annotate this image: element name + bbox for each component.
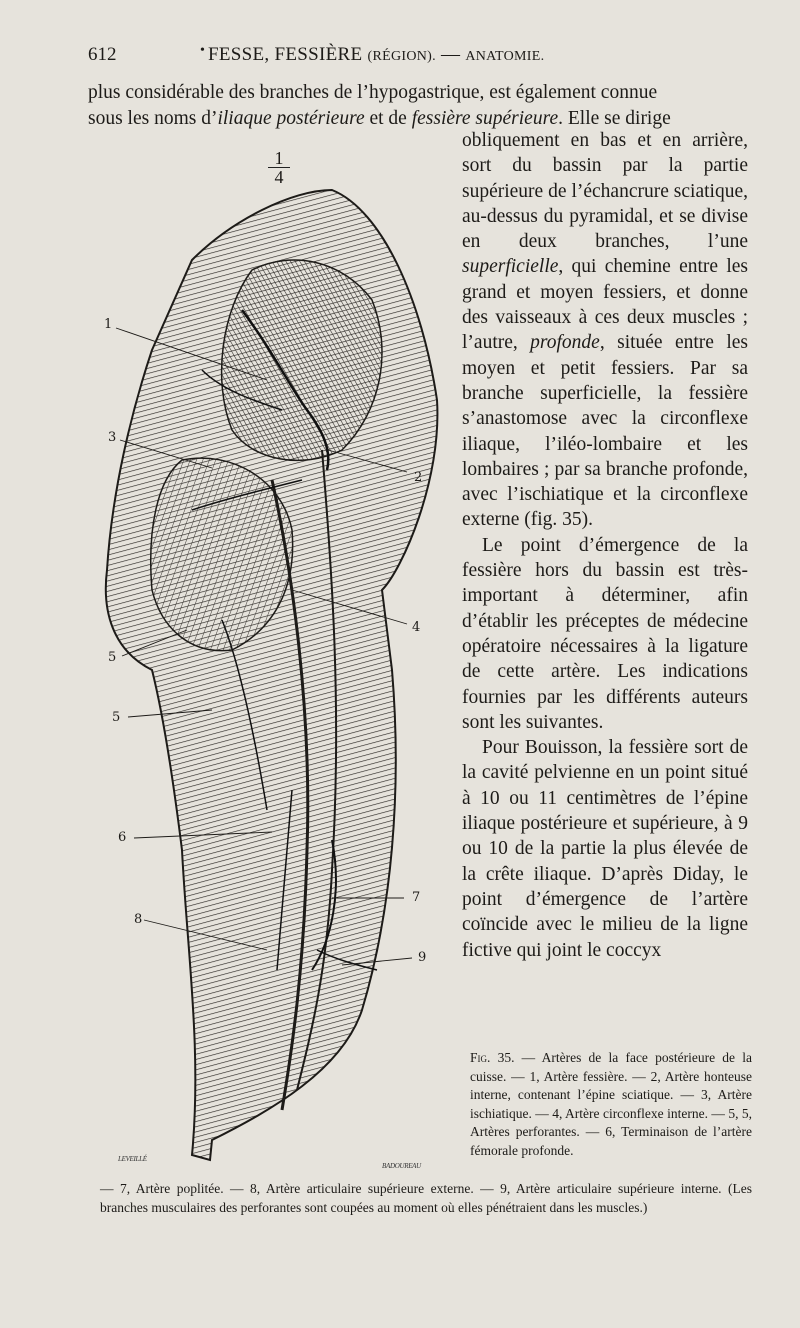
header-region: (RÉGION). (367, 49, 436, 64)
page-number: 612 (88, 44, 117, 65)
figure-caption (470, 1049, 752, 1161)
figure-label-9: 9 (418, 950, 427, 965)
paragraph-3: Pour Bouisson, la fessière sort de la cavité pelvienne en un point situé à 10 ou 11 centimètres de l’épine iliaque postérieure et supérieure, à 9 ou 10 de la partie la plus élevée de la crête iliaque. D’après Diday, le point d’émergence de l’artère coïncide avec le milieu de la ligne fictive qui joint le coccyx (462, 737, 748, 961)
term-superficielle: superficielle (462, 256, 559, 278)
header-bullet: • (200, 43, 205, 58)
figure-label-5b: 5 (112, 710, 121, 725)
lead-line-2-text-b: et de (364, 108, 412, 129)
caption-figure-number: Fig. 35. (470, 1050, 515, 1065)
figure-label-2: 2 (414, 470, 423, 485)
figure-label-4: 4 (412, 620, 421, 635)
p1-part-c: , située entre les moyen et petit fessiers. Par sa branche superficielle, la fessière s’anastomose avec la circonflexe iliaque, l’iléo-lombaire et les lombaires ; par sa branche profonde, avec l’ischiatique et la circonflexe externe (fig. 35). (462, 332, 748, 531)
engraver-signature-left: LEVEILLÉ (118, 1155, 147, 1163)
term-iliaque-posterieure: iliaque postérieure (217, 108, 365, 129)
running-header (88, 44, 748, 70)
anatomical-figure (92, 150, 454, 1170)
engraver-signature-right: BADOUREAU (382, 1162, 421, 1170)
scale-numerator: 1 (274, 148, 284, 168)
figure-label-5a: 5 (108, 650, 117, 665)
paragraph-1 (462, 128, 748, 533)
figure-label-1: 1 (104, 317, 113, 332)
figure-caption-continued: — 7, Artère poplitée. — 8, Artère articulaire supérieure externe. — 9, Artère articulaire supérieure interne. (Les branches musculaires des perforantes sont coupées au moment où elles pénétraient dans les muscles.) (100, 1181, 752, 1215)
p1-part-b: , qui chemine entre les grand et moyen fessiers, et donne des vaisseaux à ces deux muscles ; l’autre, (462, 256, 748, 354)
thigh-engraving (92, 150, 454, 1170)
figure-label-6: 6 (118, 830, 127, 845)
running-title (208, 44, 544, 66)
lead-line-1 (88, 80, 657, 106)
header-section: ANATOMIE. (465, 49, 545, 64)
figure-label-3: 3 (108, 430, 117, 445)
lead-line-2-text-a: sous les noms d’ (88, 108, 218, 129)
lead-line-2-text-c: . Elle se dirige (558, 108, 671, 129)
term-fessiere-superieure: fessière supérieure (411, 108, 559, 129)
p1-part-a: obliquement en bas et en arrière, sort du bassin par la partie supérieure de l’échancrure sciatique, au-dessus du pyramidal, et se divise en deux branches, l’une (462, 130, 748, 253)
figure-label-7: 7 (412, 890, 421, 905)
lead-line-1-text: plus considérable des branches de l’hypogastrique, est également connue (88, 82, 658, 103)
figure-label-8: 8 (134, 912, 143, 927)
text-column (462, 128, 748, 963)
scale-denominator: 4 (274, 167, 284, 187)
header-title: FESSE, FESSIÈRE (208, 44, 363, 65)
caption-text: — Artères de la face postérieure de la cuisse. — 1, Artère fessière. — 2, Artère honteuse interne, contenant l’épine sciatique. — 3, Artère ischiatique. — 4, Artère circonflexe interne. — 5, 5, Artères perforantes. — 6, Terminaison de l’artère fémorale profonde. (470, 1050, 752, 1158)
paragraph-2: Le point d’émergence de la fessière hors du bassin est très-important à déterminer, afin d’établir les préceptes de médecine opératoire nécessaires à la ligature de cette artère. Les indications fournies par les différents auteurs sont les suivantes. (462, 534, 748, 733)
header-dash: — (440, 44, 461, 65)
term-profonde: profonde (530, 332, 600, 354)
